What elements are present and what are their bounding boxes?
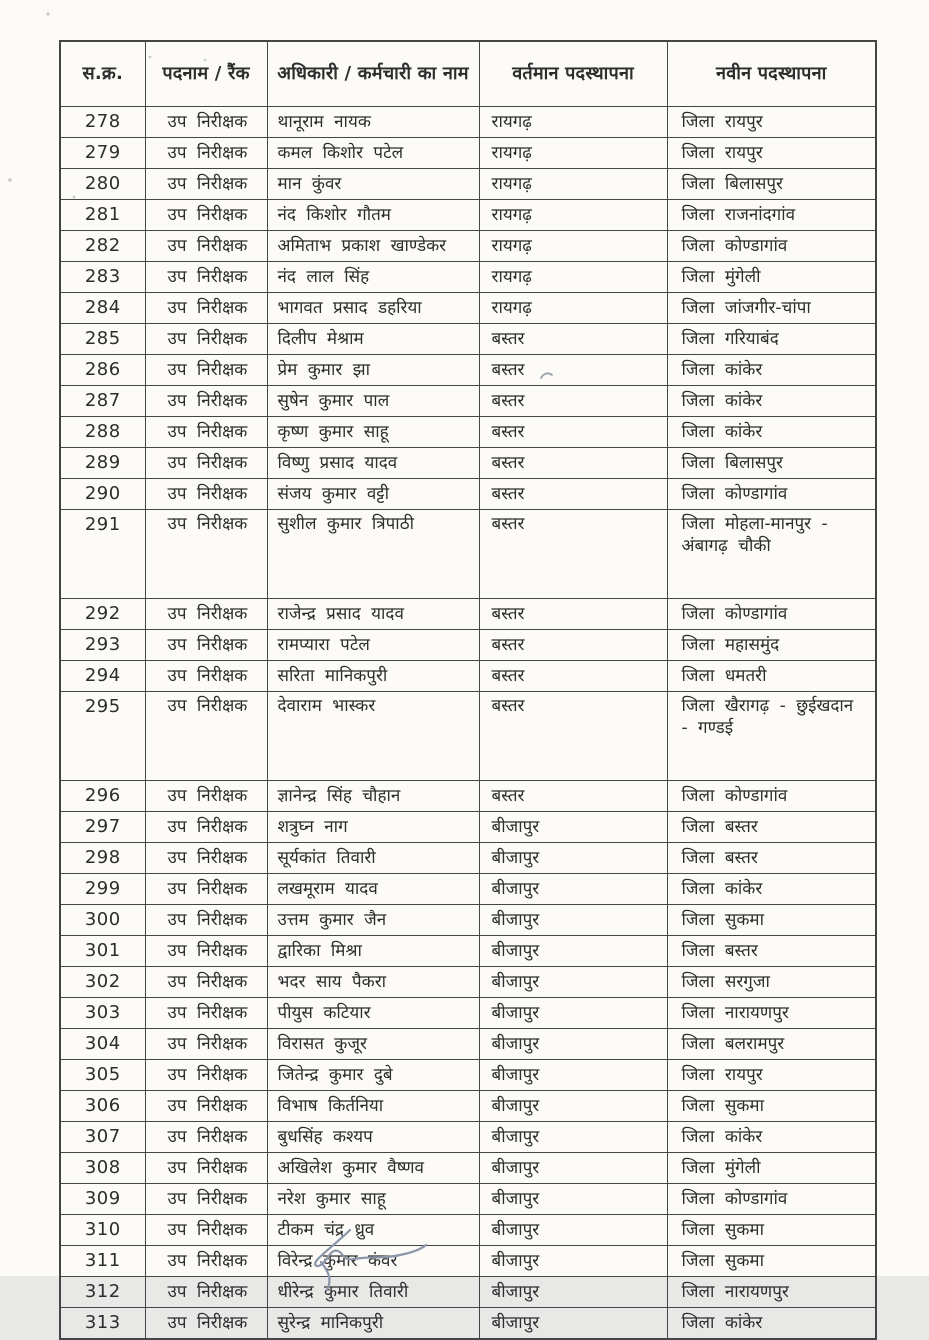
serial-number-cell: 304 [60, 1029, 145, 1060]
rank-cell: उप निरीक्षक [145, 812, 267, 843]
officer-name-cell: सूर्यकांत तिवारी [267, 843, 479, 874]
table-row [60, 967, 876, 998]
new-posting-cell: जिला कांकेर [667, 874, 876, 905]
rank-cell: उप निरीक्षक [145, 874, 267, 905]
rank-cell: उप निरीक्षक [145, 630, 267, 661]
new-posting-cell: जिला कांकेर [667, 417, 876, 448]
table-row [60, 479, 876, 510]
serial-number-cell: 308 [60, 1153, 145, 1184]
serial-number-cell: 299 [60, 874, 145, 905]
serial-number-cell: 279 [60, 138, 145, 169]
new-posting-cell: जिला बस्तर [667, 936, 876, 967]
rank-cell: उप निरीक्षक [145, 417, 267, 448]
rank-cell: उप निरीक्षक [145, 293, 267, 324]
new-posting-cell: जिला सुकमा [667, 1215, 876, 1246]
new-posting-cell: जिला कोण्डागांव [667, 231, 876, 262]
new-posting-cell: जिला कांकेर [667, 1122, 876, 1153]
table-row [60, 692, 876, 781]
rank-cell: उप निरीक्षक [145, 479, 267, 510]
current-posting-cell: बीजापुर [479, 1277, 667, 1308]
serial-number-cell: 293 [60, 630, 145, 661]
table-row [60, 936, 876, 967]
new-posting-cell: जिला धमतरी [667, 661, 876, 692]
new-posting-cell: जिला मुंगेली [667, 262, 876, 293]
rank-cell: उप निरीक्षक [145, 781, 267, 812]
new-posting-cell: जिला राजनांदगांव [667, 200, 876, 231]
officer-name-cell: नंद लाल सिंह [267, 262, 479, 293]
new-posting-cell: जिला कोण्डागांव [667, 599, 876, 630]
table-row [60, 510, 876, 599]
table-body [60, 107, 876, 1340]
new-posting-cell: जिला सुकमा [667, 1091, 876, 1122]
new-posting-cell: जिला बिलासपुर [667, 448, 876, 479]
new-posting-cell: जिला मोहला-मानपुर - अंबागढ़ चौकी [667, 510, 876, 599]
rank-cell: उप निरीक्षक [145, 1153, 267, 1184]
current-posting-cell: रायगढ़ [479, 293, 667, 324]
new-posting-cell: जिला बलरामपुर [667, 1029, 876, 1060]
current-posting-cell: बीजापुर [479, 812, 667, 843]
new-posting-cell: जिला रायपुर [667, 1060, 876, 1091]
current-posting-cell: बीजापुर [479, 1184, 667, 1215]
officer-name-cell: द्वारिका मिश्रा [267, 936, 479, 967]
new-posting-cell: जिला सुकमा [667, 905, 876, 936]
rank-cell: उप निरीक्षक [145, 967, 267, 998]
new-posting-cell: जिला कांकेर [667, 1308, 876, 1340]
officer-name-cell: राजेन्द्र प्रसाद यादव [267, 599, 479, 630]
serial-number-cell: 290 [60, 479, 145, 510]
rank-cell: उप निरीक्षक [145, 936, 267, 967]
serial-number-cell: 294 [60, 661, 145, 692]
officer-name-cell: उत्तम कुमार जैन [267, 905, 479, 936]
current-posting-cell: बीजापुर [479, 874, 667, 905]
rank-cell: उप निरीक्षक [145, 1246, 267, 1277]
current-posting-cell: बीजापुर [479, 905, 667, 936]
transfer-order-table [59, 40, 877, 1340]
serial-number-cell: 297 [60, 812, 145, 843]
rank-cell: उप निरीक्षक [145, 599, 267, 630]
serial-number-cell: 286 [60, 355, 145, 386]
table-row [60, 200, 876, 231]
officer-name-cell: संजय कुमार वट्टी [267, 479, 479, 510]
new-posting-cell: जिला कोण्डागांव [667, 479, 876, 510]
officer-name-cell: देवाराम भास्कर [267, 692, 479, 781]
rank-cell: उप निरीक्षक [145, 1060, 267, 1091]
table-row [60, 231, 876, 262]
officer-name-cell: सुशील कुमार त्रिपाठी [267, 510, 479, 599]
table-row [60, 138, 876, 169]
current-posting-cell: बस्तर [479, 599, 667, 630]
current-posting-cell: रायगढ़ [479, 231, 667, 262]
rank-cell: उप निरीक्षक [145, 1029, 267, 1060]
serial-number-cell: 283 [60, 262, 145, 293]
rank-cell: उप निरीक्षक [145, 1277, 267, 1308]
new-posting-cell: जिला सरगुजा [667, 967, 876, 998]
new-posting-cell: जिला सुकमा [667, 1246, 876, 1277]
table-row [60, 630, 876, 661]
current-posting-cell: रायगढ़ [479, 107, 667, 138]
serial-number-cell: 295 [60, 692, 145, 781]
officer-name-cell: लखमूराम यादव [267, 874, 479, 905]
officer-name-cell: शत्रुघ्न नाग [267, 812, 479, 843]
table-row [60, 324, 876, 355]
rank-cell: उप निरीक्षक [145, 107, 267, 138]
new-posting-cell: जिला बस्तर [667, 843, 876, 874]
serial-number-cell: 280 [60, 169, 145, 200]
rank-cell: उप निरीक्षक [145, 1091, 267, 1122]
new-posting-cell: जिला मुंगेली [667, 1153, 876, 1184]
officer-name-cell: मान कुंवर [267, 169, 479, 200]
current-posting-cell: बीजापुर [479, 936, 667, 967]
current-posting-cell: बीजापुर [479, 843, 667, 874]
current-posting-cell: बस्तर [479, 479, 667, 510]
rank-cell: उप निरीक्षक [145, 905, 267, 936]
rank-cell: उप निरीक्षक [145, 386, 267, 417]
officer-name-cell: प्रेम कुमार झा [267, 355, 479, 386]
officer-name-cell: टीकम चंद्र ध्रुव [267, 1215, 479, 1246]
current-posting-cell: बस्तर [479, 355, 667, 386]
officer-name-cell: सुषेन कुमार पाल [267, 386, 479, 417]
current-posting-cell: बीजापुर [479, 1122, 667, 1153]
serial-number-cell: 291 [60, 510, 145, 599]
header-rank: पदनाम / रैंक [145, 41, 267, 107]
current-posting-cell: बीजापुर [479, 1246, 667, 1277]
serial-number-cell: 296 [60, 781, 145, 812]
serial-number-cell: 313 [60, 1308, 145, 1340]
rank-cell: उप निरीक्षक [145, 843, 267, 874]
table-row [60, 1029, 876, 1060]
current-posting-cell: बीजापुर [479, 998, 667, 1029]
current-posting-cell: बीजापुर [479, 1091, 667, 1122]
officer-name-cell: विभाष किर्तनिया [267, 1091, 479, 1122]
rank-cell: उप निरीक्षक [145, 448, 267, 479]
header-current-posting: वर्तमान पदस्थापना [479, 41, 667, 107]
officer-name-cell: भागवत प्रसाद डहरिया [267, 293, 479, 324]
rank-cell: उप निरीक्षक [145, 1122, 267, 1153]
current-posting-cell: बीजापुर [479, 1029, 667, 1060]
serial-number-cell: 307 [60, 1122, 145, 1153]
rank-cell: उप निरीक्षक [145, 1184, 267, 1215]
table-row [60, 448, 876, 479]
table-row [60, 1153, 876, 1184]
officer-name-cell: ज्ञानेन्द्र सिंह चौहान [267, 781, 479, 812]
officer-name-cell: जितेन्द्र कुमार दुबे [267, 1060, 479, 1091]
serial-number-cell: 306 [60, 1091, 145, 1122]
new-posting-cell: जिला महासमुंद [667, 630, 876, 661]
current-posting-cell: बीजापुर [479, 1060, 667, 1091]
rank-cell: उप निरीक्षक [145, 1308, 267, 1340]
rank-cell: उप निरीक्षक [145, 324, 267, 355]
serial-number-cell: 289 [60, 448, 145, 479]
current-posting-cell: बीजापुर [479, 1308, 667, 1340]
serial-number-cell: 282 [60, 231, 145, 262]
rank-cell: उप निरीक्षक [145, 169, 267, 200]
table-row [60, 262, 876, 293]
table-row [60, 1060, 876, 1091]
new-posting-cell: जिला कोण्डागांव [667, 1184, 876, 1215]
table-row [60, 386, 876, 417]
table-row [60, 599, 876, 630]
new-posting-cell: जिला खैरागढ़ - छुईखदान - गण्डई [667, 692, 876, 781]
officer-name-cell: सुरेन्द्र मानिकपुरी [267, 1308, 479, 1340]
serial-number-cell: 302 [60, 967, 145, 998]
rank-cell: उप निरीक्षक [145, 998, 267, 1029]
officer-name-cell: पीयुस कटियार [267, 998, 479, 1029]
new-posting-cell: जिला बिलासपुर [667, 169, 876, 200]
current-posting-cell: रायगढ़ [479, 138, 667, 169]
current-posting-cell: बीजापुर [479, 1215, 667, 1246]
current-posting-cell: बीजापुर [479, 967, 667, 998]
table-row [60, 355, 876, 386]
serial-number-cell: 281 [60, 200, 145, 231]
current-posting-cell: बस्तर [479, 692, 667, 781]
table-row [60, 812, 876, 843]
rank-cell: उप निरीक्षक [145, 138, 267, 169]
table-row [60, 661, 876, 692]
current-posting-cell: बस्तर [479, 661, 667, 692]
new-posting-cell: जिला कांकेर [667, 386, 876, 417]
new-posting-cell: जिला नारायणपुर [667, 1277, 876, 1308]
officer-name-cell: बुधसिंह कश्यप [267, 1122, 479, 1153]
serial-number-cell: 311 [60, 1246, 145, 1277]
current-posting-cell: रायगढ़ [479, 169, 667, 200]
new-posting-cell: जिला कांकेर [667, 355, 876, 386]
current-posting-cell: रायगढ़ [479, 262, 667, 293]
officer-name-cell: विरासत कुजूर [267, 1029, 479, 1060]
new-posting-cell: जिला कोण्डागांव [667, 781, 876, 812]
rank-cell: उप निरीक्षक [145, 510, 267, 599]
current-posting-cell: बस्तर [479, 630, 667, 661]
table-row [60, 1122, 876, 1153]
officer-name-cell: अमिताभ प्रकाश खाण्डेकर [267, 231, 479, 262]
officer-name-cell: नरेश कुमार साहू [267, 1184, 479, 1215]
new-posting-cell: जिला बस्तर [667, 812, 876, 843]
rank-cell: उप निरीक्षक [145, 1215, 267, 1246]
serial-number-cell: 278 [60, 107, 145, 138]
serial-number-cell: 288 [60, 417, 145, 448]
rank-cell: उप निरीक्षक [145, 262, 267, 293]
current-posting-cell: बस्तर [479, 448, 667, 479]
header-new-posting: नवीन पदस्थापना [667, 41, 876, 107]
serial-number-cell: 301 [60, 936, 145, 967]
header-row [60, 41, 876, 107]
new-posting-cell: जिला नारायणपुर [667, 998, 876, 1029]
table-row [60, 417, 876, 448]
new-posting-cell: जिला गरियाबंद [667, 324, 876, 355]
officer-name-cell: कमल किशोर पटेल [267, 138, 479, 169]
new-posting-cell: जिला रायपुर [667, 107, 876, 138]
serial-number-cell: 310 [60, 1215, 145, 1246]
officer-name-cell: रामप्यारा पटेल [267, 630, 479, 661]
serial-number-cell: 312 [60, 1277, 145, 1308]
officer-name-cell: कृष्ण कुमार साहू [267, 417, 479, 448]
serial-number-cell: 292 [60, 599, 145, 630]
table-row [60, 843, 876, 874]
officer-name-cell: भदर साय पैकरा [267, 967, 479, 998]
serial-number-cell: 309 [60, 1184, 145, 1215]
serial-number-cell: 303 [60, 998, 145, 1029]
serial-number-cell: 287 [60, 386, 145, 417]
officer-name-cell: धीरेन्द्र कुमार तिवारी [267, 1277, 479, 1308]
serial-number-cell: 284 [60, 293, 145, 324]
rank-cell: उप निरीक्षक [145, 355, 267, 386]
table-row [60, 998, 876, 1029]
table-row [60, 905, 876, 936]
current-posting-cell: बस्तर [479, 386, 667, 417]
officer-name-cell: सरिता मानिकपुरी [267, 661, 479, 692]
table-row [60, 781, 876, 812]
serial-number-cell: 300 [60, 905, 145, 936]
current-posting-cell: बस्तर [479, 417, 667, 448]
current-posting-cell: रायगढ़ [479, 200, 667, 231]
table-row [60, 107, 876, 138]
table-header [60, 41, 876, 107]
officer-name-cell: दिलीप मेश्राम [267, 324, 479, 355]
table-row [60, 1091, 876, 1122]
new-posting-cell: जिला रायपुर [667, 138, 876, 169]
table-row [60, 1308, 876, 1340]
table-row [60, 874, 876, 905]
table-row [60, 293, 876, 324]
current-posting-cell: बस्तर [479, 510, 667, 599]
serial-number-cell: 285 [60, 324, 145, 355]
table-row [60, 1277, 876, 1308]
table-row [60, 1215, 876, 1246]
current-posting-cell: बस्तर [479, 781, 667, 812]
serial-number-cell: 298 [60, 843, 145, 874]
officer-name-cell: विरेन्द्र कुमार कंवर [267, 1246, 479, 1277]
rank-cell: उप निरीक्षक [145, 661, 267, 692]
header-serial-number: स.क्र. [60, 41, 145, 107]
current-posting-cell: बस्तर [479, 324, 667, 355]
current-posting-cell: बीजापुर [479, 1153, 667, 1184]
officer-name-cell: नंद किशोर गौतम [267, 200, 479, 231]
officer-name-cell: थानूराम नायक [267, 107, 479, 138]
officer-name-cell: विष्णु प्रसाद यादव [267, 448, 479, 479]
new-posting-cell: जिला जांजगीर-चांपा [667, 293, 876, 324]
rank-cell: उप निरीक्षक [145, 692, 267, 781]
rank-cell: उप निरीक्षक [145, 231, 267, 262]
rank-cell: उप निरीक्षक [145, 200, 267, 231]
table-row [60, 1246, 876, 1277]
officer-name-cell: अखिलेश कुमार वैष्णव [267, 1153, 479, 1184]
table-row [60, 169, 876, 200]
serial-number-cell: 305 [60, 1060, 145, 1091]
header-officer-name: अधिकारी / कर्मचारी का नाम [267, 41, 479, 107]
table-row [60, 1184, 876, 1215]
